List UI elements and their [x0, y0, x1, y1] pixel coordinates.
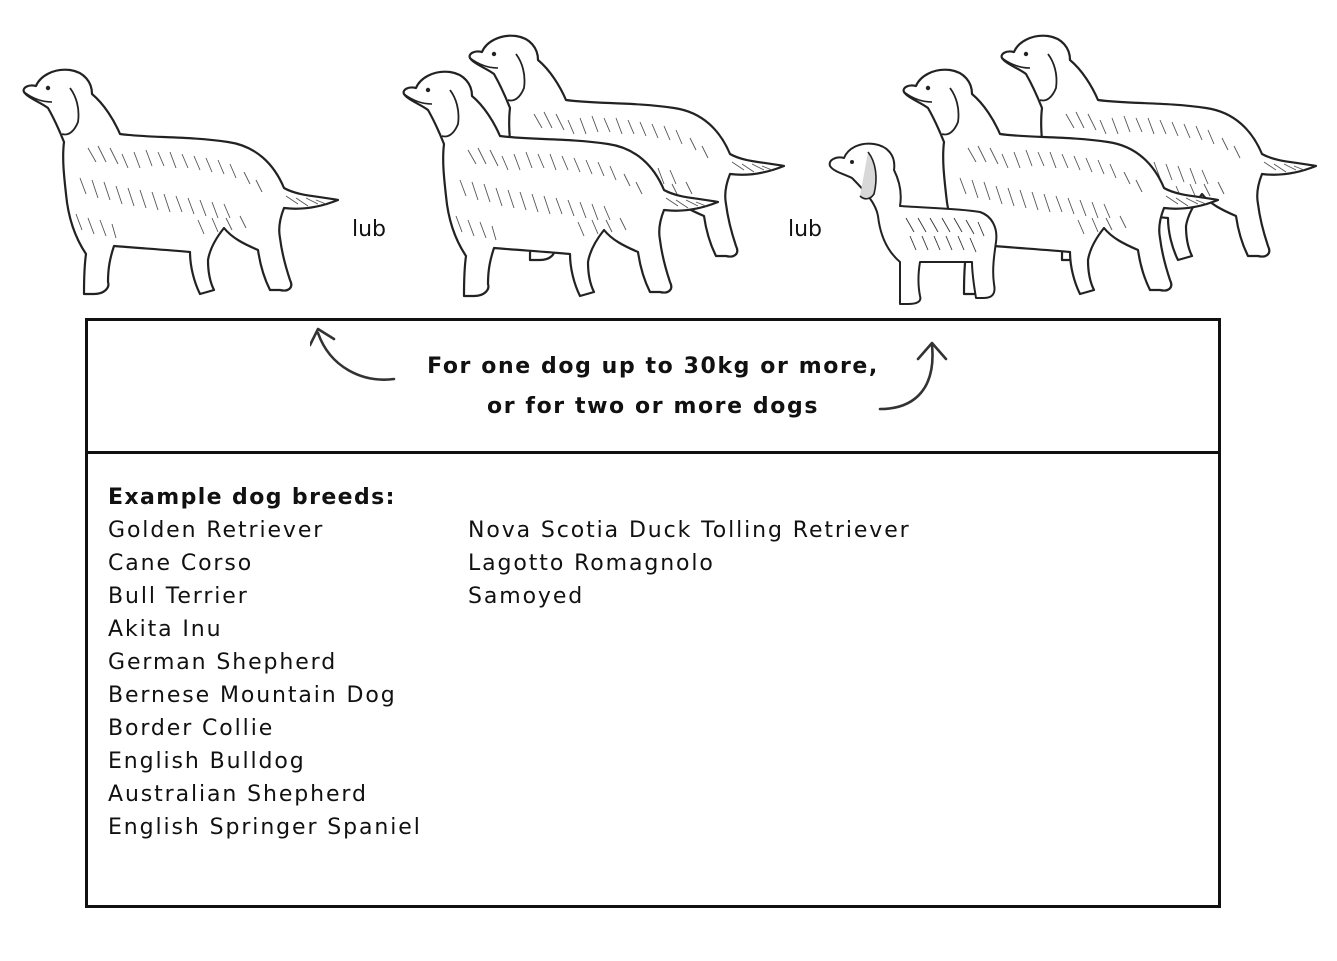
list-item: Golden Retriever — [108, 518, 325, 543]
list-item: Australian Shepherd — [108, 782, 368, 807]
curved-arrow-icon — [876, 339, 956, 415]
list-item: Samoyed — [468, 584, 585, 609]
breed-column-left — [108, 514, 422, 844]
list-item: Lagotto Romagnolo — [468, 551, 715, 576]
breed-column-right — [468, 514, 911, 613]
breed-list-title: Example dog breeds: — [108, 485, 396, 510]
list-item: German Shepherd — [108, 650, 338, 675]
dog-illustrations — [0, 0, 1337, 320]
three-dogs-illustration — [826, 30, 1326, 310]
info-box — [85, 318, 1221, 908]
list-item: Bernese Mountain Dog — [108, 683, 397, 708]
dog-sketch-icon — [24, 70, 338, 294]
list-item: English Bulldog — [108, 749, 306, 774]
list-item: Border Collie — [108, 716, 275, 741]
connector-text-2: lub — [788, 217, 823, 242]
list-item: Akita Inu — [108, 617, 223, 642]
two-dogs-illustration — [398, 30, 794, 310]
list-item: Bull Terrier — [108, 584, 249, 609]
headline-line-1: For one dog up to 30kg or more, — [427, 354, 879, 379]
headline-line-2: or for two or more dogs — [486, 394, 820, 419]
list-item: Cane Corso — [108, 551, 254, 576]
headline — [88, 347, 1218, 427]
list-item: English Springer Spaniel — [108, 815, 422, 840]
info-box-header — [88, 321, 1218, 454]
breed-list — [108, 481, 911, 840]
list-item: Nova Scotia Duck Tolling Retriever — [468, 518, 911, 543]
single-dog-illustration — [18, 68, 348, 308]
connector-text-1: lub — [352, 217, 387, 242]
